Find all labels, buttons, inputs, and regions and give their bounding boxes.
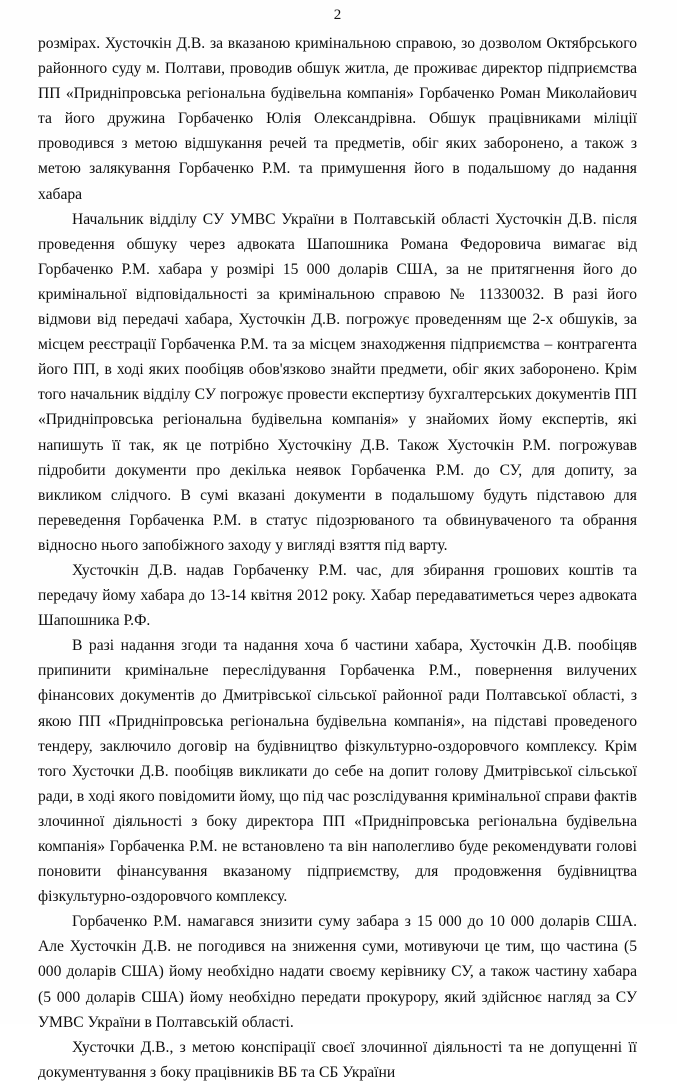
paragraph: Начальник відділу СУ УМВС України в Полтавській області Хусточкін Д.В. після проведення обшуку через адвоката Шапошника Романа Федоровича вимагає від Горбаченко Р.М. хабара у розмірі 15 000 доларів США, за не притягнення його до кримінальної відповідальності за кримінальною справою № 11330032. В разі його відмови від передачі хабара, Хусточкін Д.В. погрожує проведенням ще 2-х обшуків, за місцем реєстрації Горбаченка Р.М. та за місцем знаходження підприємства – контрагента його ПП, в ході яких пообіцяв обов'язково знайти предмети, обіг яких заборонено. Крім того начальник відділу СУ погрожує провести експертизу бухгалтерських документів ПП «Придніпровська регіональна будівельна компанія» у знайомих йому експертів, які напишуть її так, як це потрібно Хусточкіну Д.В. Також Хусточкін Р.М. погрожував підробити документи про декілька неявок Горбаченка Р.М. до СУ, для допиту, за викликом слідчого. В сумі вказані документи в подальшому будуть підставою для переведення Горбаченка Р.М. в статус підозрюваного та обвинуваченого та обрання відносно нього запобіжного заходу у вигляді взяття під варту. bbox=[38, 210, 637, 554]
paragraph: Хусточки Д.В., з метою конспірації своєї злочинної діяльності та не допущенні її документування з боку працівників ВБ та СБ України bbox=[38, 1038, 637, 1081]
document-body bbox=[38, 31, 637, 1085]
paragraph: Хусточкін Д.В. надав Горбаченку Р.М. час, для збирання грошових коштів та передачу йому хабара до 13-14 квітня 2012 року. Хабар передаватиметься через адвоката Шапошника Р.Ф. bbox=[38, 561, 637, 630]
paragraph: В разі надання згоди та надання хоча б частини хабара, Хусточкін Д.В. пообіцяв припинити кримінальне переслідування Горбаченка Р.М., повернення вилучених фінансових документів до Дмитрівської сільської районної ради Полтавської області, з якою ПП «Придніпровська регіональна будівельна компанія», на підставі проведеного тендеру, заключило договір на будівництво фізкультурно-оздоровчого комплексу. Крім того Хусточки Д.В. пообіцяв викликати до себе на допит голову Дмитрівської сільської ради, в ході якого повідомити йому, що під час розслідування кримінальної справи фактів злочинної діяльності з боку директора ПП «Придніпровська регіональна будівельна компанія» Горбаченка Р.М. не встановлено та він наполегливо буде рекомендувати голові поновити фінансування вказаному підприємству, для продовження будівництва фізкультурно-оздоровчого комплексу. bbox=[38, 637, 637, 906]
paragraph: розмірах. Хусточкін Д.В. за вказаною кримінальною справою, зо дозволом Октябрського районного суду м. Полтави, проводив обшук житла, де проживає директор підприємства ПП «Придніпровська регіональна будівельна компанія» Горбаченко Роман Миколайович та його дружина Горбаченко Юлія Олександрівна. Обшук працівниками міліції проводився з метою відшукання речей та предметів, обіг яких заборонено, а також з метою залякування Горбаченко Р.М. та примушення його в подальшому до надання хабара bbox=[38, 35, 637, 203]
paragraph: Горбаченко Р.М. намагався знизити суму забара з 15 000 до 10 000 доларів США. Але Хусточкін Д.В. не погодився на зниження суми, мотивуючи це тим, що частина (5 000 доларів США) йому необхідно надати своєму керівнику СУ, а також частину хабара (5 000 доларів США) йому необхідно передати прокурору, який здійснює нагляд за СУ УМВС України в Полтавській області. bbox=[38, 913, 637, 1031]
page-number: 2 bbox=[333, 7, 342, 23]
